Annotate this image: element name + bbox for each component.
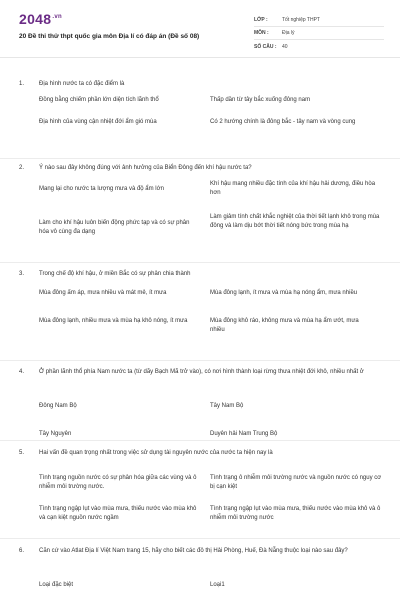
question-text: Ở phần lãnh thổ phía Nam nước ta (từ dãy Bạch Mã trở vào), có nơi hình thành loại rừng thưa nhiệt đới khô, nhiều nhất ở: [39, 369, 364, 375]
answer-option-c[interactable]: Địa hình của vùng cận nhiệt đới ẩm gió mùa: [39, 119, 157, 125]
divider: [0, 538, 400, 539]
answer-option-d[interactable]: Duyên hải Nam Trung Bộ: [210, 431, 278, 437]
info-row-class: [254, 14, 384, 27]
answer-option-c[interactable]: Mùa đông lạnh, nhiều mưa và mùa hạ khô nóng, ít mưa: [39, 318, 188, 324]
answer-option-a[interactable]: Loại đặc biệt: [39, 582, 74, 588]
divider: [0, 360, 400, 361]
answer-option-b[interactable]: Tình trạng ô nhiễm môi trường nước và nguồn nước có nguy cơ bị cạn kiệt: [210, 475, 382, 490]
info-label: MÔN :: [254, 30, 269, 36]
answer-option-b[interactable]: Mùa đông lạnh, ít mưa và mùa hạ nóng ẩm, mưa nhiều: [210, 290, 358, 296]
answer-option-c[interactable]: Làm cho khí hậu luôn biến động phức tạp và có sự phân hóa vô cùng đa dạng: [39, 220, 190, 235]
question-1: [19, 80, 384, 125]
question-6: [19, 547, 384, 588]
answer-option-a[interactable]: Đồng bằng chiếm phần lớn diện tích lãnh thổ: [39, 97, 159, 103]
question-text: Địa hình nước ta có đặc điểm là: [39, 81, 125, 87]
question-number: 2.: [19, 165, 25, 171]
question-number: 6.: [19, 548, 25, 554]
answer-option-b[interactable]: Khí hậu mang nhiều đặc tính của khí hậu hải dương, điều hòa hơn: [210, 181, 376, 196]
info-value[interactable]: Tốt nghiệp THPT: [282, 17, 320, 23]
answer-option-b[interactable]: Loại1: [210, 582, 225, 588]
info-label: LỚP :: [254, 17, 268, 23]
question-number: 1.: [19, 81, 25, 87]
divider: [0, 262, 400, 263]
site-logo[interactable]: [19, 11, 62, 27]
header: [0, 0, 400, 58]
question-number: 4.: [19, 369, 25, 375]
question-text: Ý nào sau đây không đúng với ảnh hưởng của Biển Đông đến khí hậu nước ta?: [39, 165, 252, 171]
answer-option-c[interactable]: Tình trạng ngập lụt vào mùa mưa, thiếu nước vào mùa khô và cạn kiệt nguồn nước ngầm: [39, 506, 197, 521]
answer-option-a[interactable]: Mang lại cho nước ta lượng mưa và độ ẩm lớn: [39, 186, 164, 192]
question-4: [19, 368, 384, 437]
answer-option-a[interactable]: Tình trạng nguồn nước có sự phân hóa giữa các vùng và ô nhiễm môi trường nước.: [39, 475, 197, 490]
info-value[interactable]: Địa lý: [282, 30, 295, 36]
question-text: Căn cứ vào Atlat Địa lí Việt Nam trang 15, hãy cho biết các đô thị Hải Phòng, Huế, Đà Nẵng thuộc loại nào sau đây?: [39, 548, 348, 554]
answer-option-b[interactable]: Tây Nam Bộ: [210, 403, 244, 409]
divider: [0, 440, 400, 441]
logo-tld: .vn: [52, 14, 62, 21]
question-number: 5.: [19, 450, 25, 456]
page-title: 20 Đề thi thử thpt quốc gia môn Địa lí có đáp án (Đề số 08): [19, 33, 200, 40]
exam-info: [254, 14, 384, 53]
logo-text: 2048: [19, 11, 52, 27]
info-value: 40: [282, 43, 288, 50]
answer-option-d[interactable]: Tình trạng ngập lụt vào mùa mưa, thiếu nước vào mùa khô và ô nhiễm môi trường nước: [210, 506, 381, 521]
info-row-count: [254, 40, 384, 53]
divider: [0, 158, 400, 159]
answer-option-d[interactable]: Có 2 hướng chính là đông bắc - tây nam và vòng cung: [210, 119, 356, 125]
question-number: 3.: [19, 271, 25, 277]
answer-option-c[interactable]: Tây Nguyên: [39, 431, 72, 437]
answer-option-d[interactable]: Làm giảm tính chất khắc nghiệt của thời tiết lạnh khô trong mùa đông và làm dịu bớt thời tiết nóng bức trong mùa hạ: [210, 214, 380, 229]
question-text: Trong chế độ khí hậu, ở miền Bắc có sự phân chia thành: [39, 271, 191, 277]
answer-option-b[interactable]: Thấp dần từ tây bắc xuống đông nam: [210, 97, 311, 103]
question-3: [19, 270, 384, 333]
question-2: [19, 164, 384, 235]
answer-option-a[interactable]: Đông Nam Bộ: [39, 403, 77, 409]
question-5: [19, 449, 384, 521]
answer-option-d[interactable]: Mùa đông khô ráo, không mưa và mùa hạ ẩm ướt, mưa nhiều: [210, 318, 359, 333]
info-label: SỐ CÂU :: [254, 43, 277, 50]
answer-option-a[interactable]: Mùa đông ấm áp, mưa nhiều và mát mẻ, ít mưa: [39, 290, 167, 296]
question-text: Hai vấn đề quan trọng nhất trong việc sử dụng tài nguyên nước của nước ta hiện nay là: [39, 450, 273, 456]
info-row-subject: [254, 27, 384, 40]
